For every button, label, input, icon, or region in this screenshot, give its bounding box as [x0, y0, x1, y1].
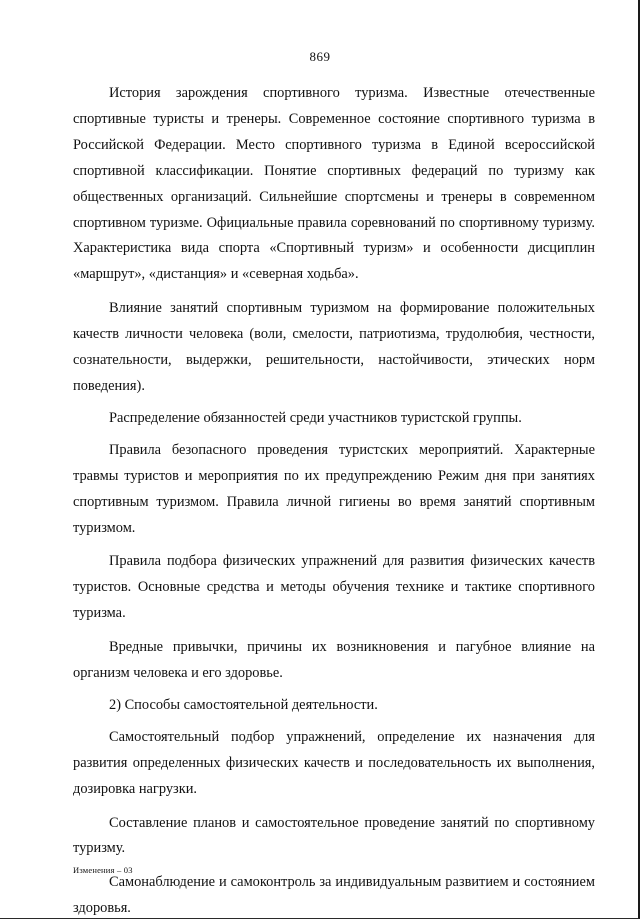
- paragraph-personality: Влияние занятий спортивным туризмом на формирование положительных качеств личности человека (воли, смелости, патриотизма, трудолюбия, честности, сознательности, выдержки, решительности, настойчивости, этических норм поведения).: [73, 300, 595, 394]
- paragraph-planning: Составление планов и самостоятельное проведение занятий по спортивному туризму.: [73, 814, 595, 857]
- paragraph-duties: Распределение обязанностей среди участников туристской группы.: [109, 409, 522, 426]
- paragraph-self-monitoring: Самонаблюдение и самоконтроль за индивидуальным развитием и состоянием здоровья.: [73, 874, 595, 917]
- paragraph-habits: Вредные привычки, причины их возникновения и пагубное влияние на организм человека и его здоровье.: [73, 639, 595, 682]
- footer-revision: Изменения – 03: [73, 865, 133, 875]
- paragraph-history: История зарождения спортивного туризма. Известные отечественные спортивные туристы и тренеры. Современное состояние спортивного туризма в Российской Федерации. Место спортивного туризма в Единой всероссийской спортивной классификации. Понятие спортивных федераций по туризму как общественных организаций. Сильнейшие спортсмены и тренеры в современном спортивном туризме. Официальные правила соревнований по спортивному туризму. Характеристика вида спорта «Спортивный туризм» и особенности дисциплин «маршрут», «дистанция» и «северная ходьба».: [73, 85, 595, 283]
- paragraph-self-selection: Самостоятельный подбор упражнений, определение их назначения для развития определенных физических качеств и последовательность их выполнения, дозировка нагрузки.: [73, 728, 595, 797]
- paragraph-safety: Правила безопасного проведения туристских мероприятий. Характерные травмы туристов и мероприятия по их предупреждению Режим дня при занятиях спортивным туризмом. Правила личной гигиены во время занятий спортивным туризмом.: [73, 441, 595, 536]
- paragraph-exercises: Правила подбора физических упражнений для развития физических качеств туристов. Основные средства и методы обучения технике и тактике спортивного туризма.: [73, 553, 595, 622]
- body-text: [73, 81, 595, 922]
- page-number: 869: [309, 49, 331, 64]
- paragraph-section-heading: 2) Способы самостоятельной деятельности.: [109, 696, 378, 713]
